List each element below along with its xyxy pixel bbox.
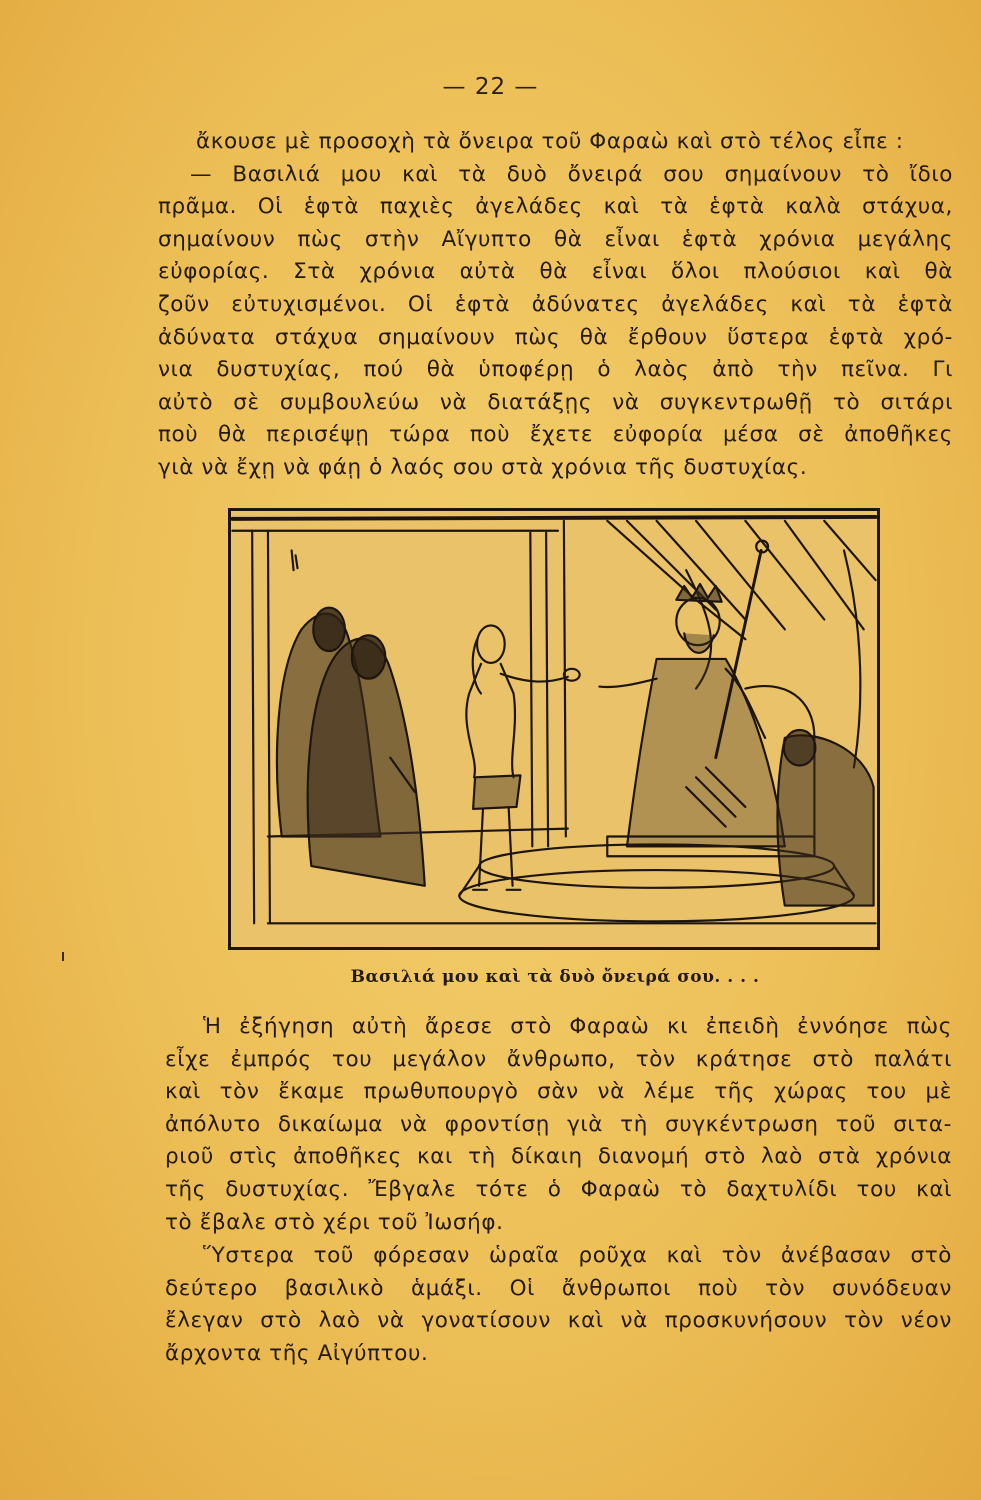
text-line: Ὕστερα τοῦ φόρεσαν ὡραῖα ροῦχα καὶ τὸν ἀνέβασαν στὸ <box>203 1243 952 1268</box>
text-line: τῆς δυστυχίας. Ἔβγαλε τότε ὁ Φαραὼ τὸ δαχτυλίδι του καὶ <box>165 1176 952 1202</box>
text-line: εἶχε ἐμπρός του μεγάλον ἄνθρωπο, τὸν κράτησε στὸ παλάτι <box>165 1046 952 1072</box>
text-line: νια δυστυχίας, πού θὰ ὑποφέρῃ ὁ λαὸς ἀπὸ τὴν πεῖνα. Γι <box>158 357 953 383</box>
text-line: Ἡ ἐξήγηση αὐτὴ ἄρεσε στὸ Φαραὼ κι ἐπειδὴ ἐννόησε πὼς <box>203 1014 952 1039</box>
text-line: ἄκουσε μὲ προσοχὴ τὰ ὄνειρα τοῦ Φαραὼ καὶ στὸ τέλος εἶπε : <box>196 129 904 154</box>
page-number: — 22 — <box>442 74 539 100</box>
paragraph-interpretation <box>158 126 953 485</box>
text-line: ποὺ θὰ περισέψῃ τώρα ποὺ ἔχετε εὐφορία μέσα σὲ ἀποθῆκες <box>158 422 953 448</box>
text-line: ἀδύνατα στάχυα σημαίνουν πὼς θὰ ἔρθουν ὕστερα ἑφτὰ χρό- <box>158 324 953 350</box>
text-line: ἄρχοντα τῆς Αἰγύπτου. <box>165 1340 429 1366</box>
text-line: ἀπόλυτο δικαίωμα νὰ φροντίσῃ γιὰ τὴ συγκέντρωση τοῦ σιτα- <box>165 1111 952 1137</box>
text-line: πρᾶμα. Οἱ ἑφτὰ παχιὲς ἀγελάδες καὶ τὰ ἑφτὰ καλὰ στάχυα, <box>158 194 953 220</box>
illustration-pharaoh-court <box>228 508 880 950</box>
text-line: ριοῦ στὶς ἀποθῆκες και τὴ δίκαιη διανομή στὸ λαὸ στὰ χρόνια <box>165 1144 952 1170</box>
text-line: δεύτερο βασιλικὸ ἁμάξι. Οἱ ἄνθρωποι ποὺ τὸν συνόδευαν <box>165 1275 952 1301</box>
text-line: — Βασιλιά μου καὶ τὰ δυὸ ὄνειρά σου σημαίνουν τὸ ἴδιο <box>190 161 953 187</box>
text-line: σημαίνουν πὼς στὴν Αἴγυπτο θὰ εἶναι ἑφτὰ χρόνια μεγάλης <box>158 226 953 252</box>
text-line: γιὰ νὰ ἔχῃ νὰ φάῃ ὁ λαός σου στὰ χρόνια τῆς δυστυχίας. <box>158 454 808 480</box>
margin-mark <box>62 952 64 961</box>
text-line: εὐφορίας. Στὰ χρόνια αὐτὰ θὰ εἶναι ὅλοι πλούσιοι καὶ θὰ <box>158 259 953 285</box>
text-line: αὐτὸ σὲ συμβουλεύω νὰ διατάξῃς νὰ συγκεντρωθῇ τὸ σιτάρι <box>158 389 953 415</box>
text-line: καὶ τὸν ἔκαμε πρωθυπουργὸ σὰν νὰ λέμε τῆς χώρας του μὲ <box>165 1079 952 1105</box>
text-line: ζοῦν εὐτυχισμένοι. Οἱ ἑφτὰ ἀδύνατες ἀγελάδες καὶ τὰ ἑφτὰ <box>158 291 953 317</box>
paragraph-promotion <box>165 1011 952 1239</box>
illustration-caption: Βασιλιά μου καὶ τὰ δυὸ ὄνειρά σου. . . . <box>350 967 760 987</box>
text-line: τὸ ἔβαλε στὸ χέρι τοῦ Ἰωσήφ. <box>165 1209 504 1235</box>
text-line: ἔλεγαν στὸ λαὸ νὰ γονατίσουν καὶ νὰ προσκυνήσουν τὸν νέον <box>165 1308 952 1334</box>
paragraph-chariot <box>165 1240 952 1370</box>
